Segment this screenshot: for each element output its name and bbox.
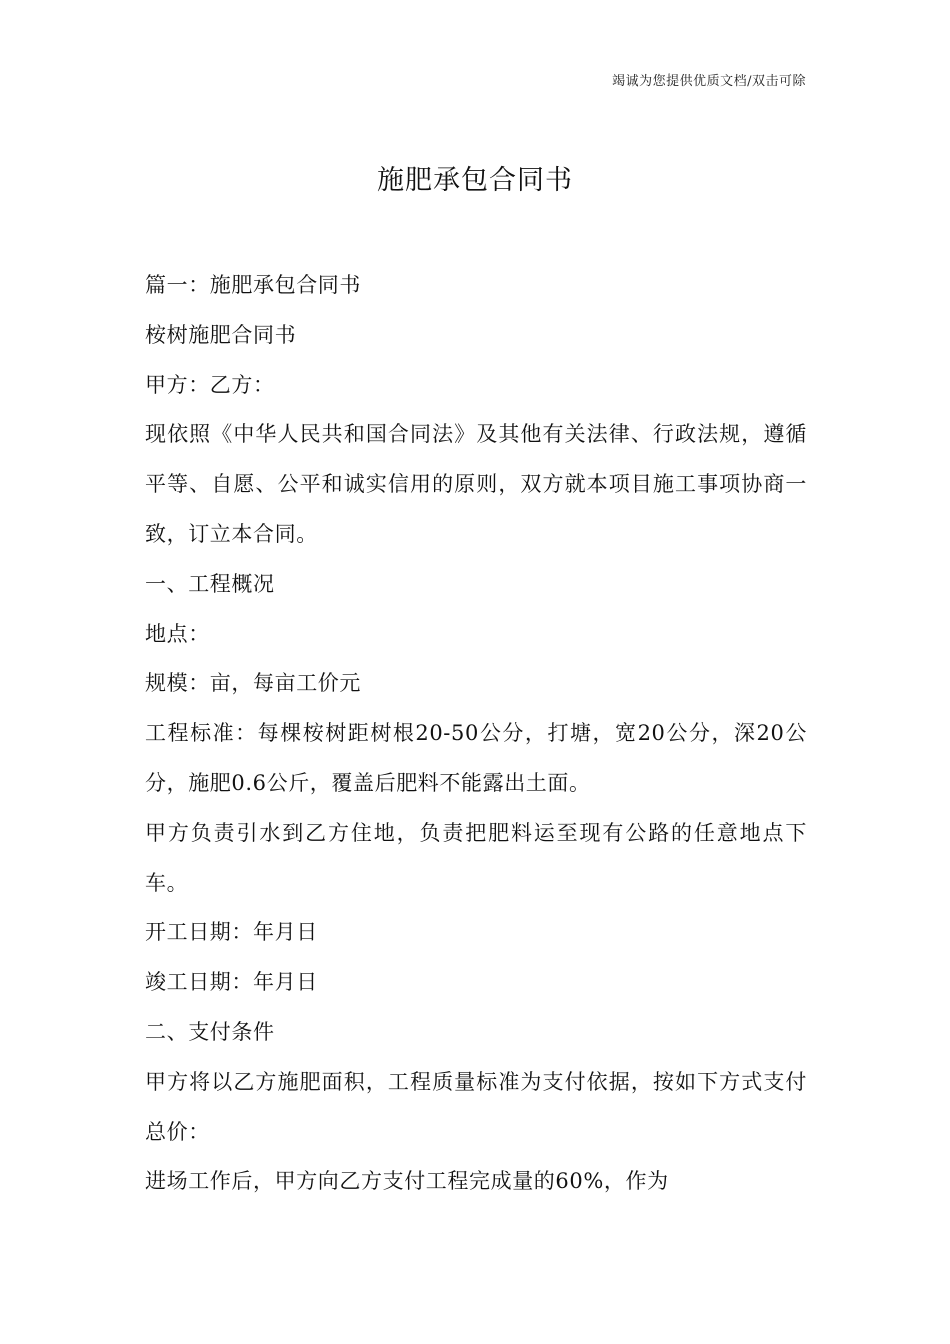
header-note: 竭诚为您提供优质文档/双击可除 [612, 74, 806, 89]
sub-title: 桉树施肥合同书 [145, 322, 297, 347]
payment-basis-paragraph: 甲方将以乙方施肥面积，工程质量标准为支付依据，按如下方式支付总价： [145, 1069, 807, 1144]
start-date-line: 开工日期：年月日 [145, 920, 318, 945]
parties-line: 甲方：乙方： [145, 372, 275, 397]
preamble-paragraph: 现依照《中华人民共和国合同法》及其他有关法律、行政法规，遵循平等、自愿、公平和诚实信用的原则，双方就本项目施工事项协商一致，订立本合同。 [145, 422, 807, 546]
location-line: 地点： [145, 621, 210, 646]
scale-line: 规模：亩，每亩工价元 [145, 671, 361, 696]
section-heading-payment: 二、支付条件 [145, 1019, 275, 1044]
party-a-duty-paragraph: 甲方负责引水到乙方住地，负责把肥料运至现有公路的任意地点下车。 [145, 820, 807, 895]
payment-terms-paragraph: 进场工作后，甲方向乙方支付工程完成量的60%，作为 [145, 1169, 669, 1194]
completion-date-line: 竣工日期：年月日 [145, 970, 318, 995]
section-heading: 篇一：施肥承包合同书 [145, 273, 361, 297]
section-heading-overview: 一、工程概况 [145, 571, 275, 596]
document-title: 施肥承包合同书 [377, 165, 573, 196]
standard-paragraph: 工程标准：每棵桉树距树根20-50公分，打塘，宽20公分，深20公分，施肥0.6公斤，覆盖后肥料不能露出土面。 [145, 721, 807, 795]
document-body [145, 261, 807, 1207]
